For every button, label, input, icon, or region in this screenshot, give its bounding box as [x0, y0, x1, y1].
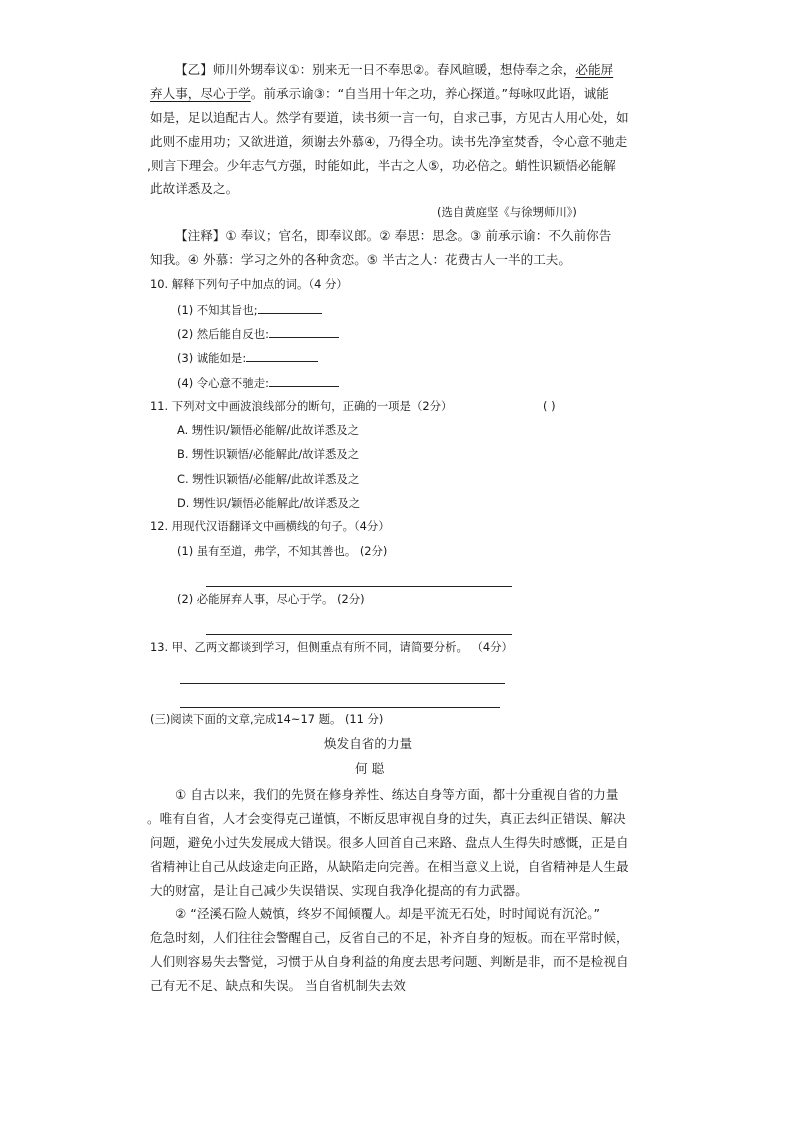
q12-stem: 12. 用现代汉语翻译文中画横线的句子。（4分）: [150, 519, 390, 533]
q10-item-text: (4) 令心意不驰走:: [177, 376, 269, 390]
q10-stem: 10. 解释下列句子中加点的词。（4 分）: [150, 277, 348, 291]
q11-option-d: D. 甥性识/颖悟必能解此/故详悉及之: [177, 496, 361, 510]
underlined-sentence: 弃人事，尽心于学: [150, 86, 251, 101]
passage-source: (选自黄庭坚《与徐甥师川》): [437, 205, 577, 219]
q10-item-2: [177, 325, 339, 342]
q12-item-1: (1) 虽有至道，弗学，不知其善也。 (2分): [177, 544, 388, 558]
answer-blank[interactable]: [258, 301, 322, 314]
passage-text: 【乙】师川外甥奉议①：别来无一日不奉思②。春风暄暖，想侍奉之余，: [175, 62, 576, 77]
notes-line-2: 知我。④ 外慕：学习之外的各种贪恋。⑤ 半古之人：花费古人一半的工夫。: [150, 252, 571, 267]
q11-option-a: A. 甥性识/颖悟必能解/此故详悉及之: [177, 423, 359, 437]
q10-item-text: (1) 不知其旨也;: [177, 303, 258, 317]
article-line: 己有无不足、缺点和失误。 当自省机制失去效: [150, 978, 406, 993]
q10-item-4: [177, 374, 339, 391]
answer-line[interactable]: [180, 683, 505, 684]
q11-option-c: C. 甥性识颖悟/必能解/此故详悉及之: [177, 472, 360, 486]
answer-blank[interactable]: [246, 349, 318, 362]
passage-line-5: [147, 158, 616, 174]
q11-answer-paren[interactable]: ( ): [543, 399, 556, 413]
article-line: 。唯有自省，人才会变得克己谨慎，不断反思审视自身的过失，真正去纠正错误、解决: [147, 811, 626, 826]
article-line: ② “泾溪石险人兢慎，终岁不闻倾覆人。却是平流无石处，时时闻说有沉沦。”: [175, 906, 601, 921]
article-line: 大的财富，是让自己减少失误错误、实现自我净化提高的有力武器。: [150, 883, 528, 898]
q11-stem: 11. 下列对文中画波浪线部分的断句，正确的一项是（2分）: [150, 399, 453, 413]
answer-blank[interactable]: [269, 374, 339, 387]
article-line: 危急时刻，人们往往会警醒自己，反省自己的不足，补齐自身的短板。而在平常时候，: [150, 930, 629, 945]
passage-text: ,则言下理会。少年志气方强，时能如此，半古之人⑤，功必倍之。蛸性识颖悟必能解: [147, 158, 616, 173]
article-line: ① 自古以来，我们的先贤在修身养性、练达自身等方面，都十分重视自省的力量: [175, 787, 619, 802]
answer-blank[interactable]: [269, 325, 339, 338]
q11-option-b: B. 甥性识颖悟/必能解此/故详悉及之: [177, 447, 360, 461]
q12-item-2: (2) 必能屏弃人事，尽心于学。 (2分): [177, 592, 365, 606]
answer-line[interactable]: [180, 707, 500, 708]
q10-item-1: [177, 301, 322, 318]
passage-text: 此则不虚用功；又欲进道，须谢去外慕④，乃得全功。读书先净室焚香，令心意不驰走: [150, 134, 628, 149]
answer-line[interactable]: [206, 634, 512, 635]
passage-line-3: [150, 110, 629, 126]
underlined-sentence: 必能屏: [575, 62, 614, 77]
q13-stem: 13. 甲、乙两文都谈到学习，但侧重点有所不同，请简要分析。 （4分）: [150, 640, 513, 654]
passage-line-2: [150, 86, 609, 102]
q10-item-text: (2) 然后能自反也:: [177, 327, 269, 341]
article-title: 焕发自省的力量: [324, 736, 413, 751]
q10-item-text: (3) 诚能如是:: [177, 351, 247, 365]
q10-item-3: [177, 349, 318, 366]
passage-line-6: [150, 181, 238, 197]
passage-line-4: [150, 134, 627, 150]
notes-line-1: 【注释】① 奉议；官名，即奉议郎。② 奉思：思念。③ 前承示谕：不久前你告: [175, 228, 612, 243]
passage-line-1: [175, 62, 613, 78]
section3-intro: (三)阅读下面的文章,完成14~17 题。 (11 分): [150, 712, 384, 726]
article-line: 问题，避免小过失发展成大错误。很多人回首自己来路、盘点人生得失时感慨，正是自: [150, 835, 629, 850]
passage-text: 如是，足以追配古人。然学有要道，读书须一言一句，自求己事，方见古人用心处，如: [150, 110, 629, 125]
article-author: 何 聪: [355, 761, 385, 776]
article-line: 人们则容易失去警觉，习惯于从自身利益的角度去思考问题、判断是非，而不是检视自: [150, 954, 629, 969]
passage-text: 。前承示谕③：“自当用十年之功，养心探道。”每咏叹此语，诚能: [250, 86, 609, 101]
passage-text: 此故详悉及之。: [150, 181, 239, 196]
article-line: 省精神让自己从歧途走向正路，从缺陷走向完善。在相当意义上说，自省精神是人生最: [150, 859, 629, 874]
answer-line[interactable]: [206, 586, 512, 587]
